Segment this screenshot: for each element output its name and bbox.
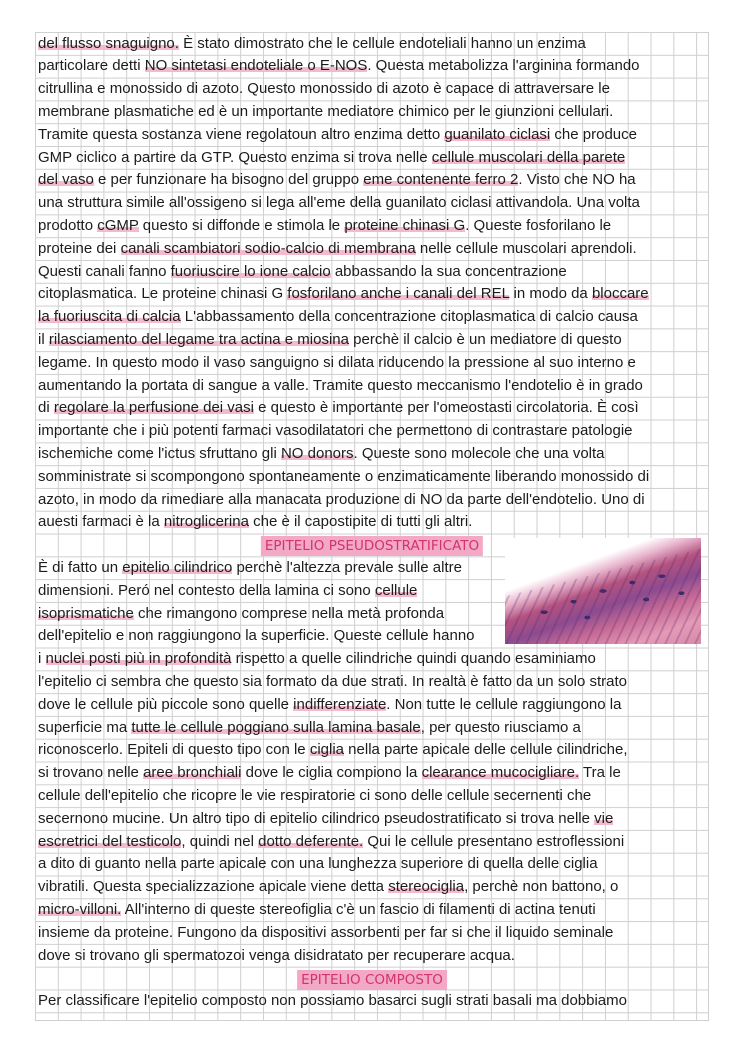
text-line: [38, 375, 643, 398]
text-line: [38, 124, 637, 147]
highlighted-text: rilasciamento del legame tra actina e miosina: [48, 331, 349, 348]
text-segment: cellule dell'epitelio che ricopre le vie respiratorie ci sono delle cellule secernenti che: [38, 787, 592, 804]
text-line: [38, 945, 515, 968]
heading-epitelio-composto: EPITELIO COMPOSTO: [297, 970, 447, 990]
highlighted-text: dotto deferente.: [258, 832, 364, 850]
text-segment: l'epitelio ci sembra che questo sia formato da due strati. In realtà è fatto da un solo strato: [38, 673, 628, 690]
text-segment: prodotto: [38, 217, 98, 234]
highlighted-text: tutte le cellule poggiano sulla lamina basale: [131, 718, 421, 736]
text-segment: rispetto a quelle cilindriche quindi quando esaminiamo: [231, 650, 596, 668]
highlighted-text: canali scambiatori sodio-calcio di membrana: [120, 239, 416, 257]
text-segment: importante che i più potenti farmaci vasodilatatori che permettono di contrastare patologie: [38, 422, 633, 440]
text-line: [38, 169, 636, 192]
text-line: [38, 876, 618, 899]
highlighted-text: nuclei posti più in profondità: [45, 650, 232, 668]
text-segment: riconoscerlo. Epiteli di questo tipo con le: [38, 741, 310, 759]
text-segment: citoplasmatica. Le proteine chinasi G: [38, 285, 288, 303]
text-segment: vibratili. Questa specializzazione apicale viene detta: [38, 878, 389, 896]
text-segment: una struttura simile all'ossigeno si lega all'eme della guanilato ciclasi attivandola. Una volta: [38, 194, 640, 212]
text-line: [38, 55, 640, 78]
highlighted-text: eme contenente ferro 2: [363, 171, 519, 189]
text-line: [38, 785, 591, 808]
text-segment: Tramite questa sostanza viene regolatoun altro enzima detto: [38, 125, 445, 143]
text-line: [38, 329, 622, 352]
text-segment: si trovano nelle: [38, 764, 144, 782]
text-segment: . Queste sono molecole che una volta: [353, 445, 605, 462]
text-line: [38, 603, 444, 626]
text-segment: dell'epitelio e non raggiungono la superficie. Queste cellule hanno: [38, 627, 475, 645]
text-segment: dove le cellule più piccole sono quelle: [38, 695, 294, 713]
highlighted-text: cellule: [374, 581, 418, 599]
text-segment: abbassando la sua concentrazione: [330, 262, 567, 280]
text-segment: . Visto che NO ha: [518, 171, 636, 189]
text-segment: L'abbassamento della concentrazione citoplasmatica di calcio causa: [180, 308, 638, 326]
text-line: [38, 671, 627, 694]
text-line: [38, 420, 633, 443]
text-segment: somministrate si scompongono spontaneamente o enzimaticamente liberando monossido di: [38, 467, 650, 485]
text-segment: dimensioni. Peró nel contesto della lamina ci sono: [38, 581, 375, 599]
text-segment: che produce: [550, 125, 637, 143]
highlighted-text: nitroglicerina: [163, 513, 249, 531]
text-segment: superficie ma: [38, 718, 132, 736]
text-line: [38, 78, 610, 101]
highlighted-text: isoprismatiche: [38, 604, 134, 622]
highlighted-text: NO donors: [280, 445, 354, 462]
histology-image: [505, 538, 701, 644]
text-segment: auesti farmaci è la: [38, 513, 164, 531]
text-line: [38, 238, 637, 261]
highlighted-text: indifferenziate: [293, 695, 387, 713]
text-segment: in modo da: [509, 285, 592, 303]
text-segment: e questo è importante per l'omeostasti circolatoria. È così: [253, 399, 639, 417]
text-segment: nella parte apicale delle cellule cilindriche,: [344, 741, 628, 759]
text-line: [38, 853, 598, 876]
text-segment: i: [38, 650, 46, 668]
text-segment: dove si trovano gli spermatozoi venga disidratato per recuperare acqua.: [38, 946, 515, 964]
text-segment: secernono mucine. Un altro tipo di epitelio cilindrico pseudostratificato si trova nelle: [38, 809, 595, 827]
text-line: [38, 694, 621, 717]
highlighted-text: la fuoriuscita di calcia: [38, 308, 181, 326]
text-line: [38, 489, 645, 512]
text-line: [38, 922, 613, 945]
heading-epitelio-pseudostratificato: EPITELIO PSEUDOSTRATIFICATO: [261, 536, 483, 556]
text-segment: GMP ciclico a partire da GTP. Questo enzima si trova nelle: [38, 148, 432, 166]
highlighted-text: ciglia: [309, 741, 345, 759]
highlighted-text: regolare la perfusione dei vasi: [53, 399, 254, 417]
text-segment: azoto, in modo da rimediare alla manacata produzione di NO da parte dell'endotelio. Uno di: [38, 490, 645, 508]
text-line: [38, 147, 625, 170]
highlighted-text: cGMP: [97, 217, 139, 234]
text-segment: aumentando la portata di sangue a valle. Tramite questo meccanismo l'endotelio è in grado: [38, 376, 643, 394]
text-segment: di: [38, 399, 54, 417]
text-segment: Qui le cellule presentano estroflessioni: [363, 832, 625, 850]
text-segment: che rimangono comprese nella metà profonda: [133, 604, 445, 622]
highlighted-text: epitelio cilindrico: [122, 559, 233, 576]
highlighted-text: del flusso snaguigno.: [38, 34, 179, 52]
text-segment: ischemiche come l'ictus sfruttano gli: [38, 445, 281, 462]
text-segment: proteine dei: [38, 239, 121, 257]
text-line: [38, 648, 596, 671]
text-line: [38, 352, 636, 375]
highlighted-text: fosforilano anche i canali del REL: [287, 285, 510, 303]
text-line: [38, 215, 611, 238]
text-segment: dove le ciglia compiono la: [241, 764, 422, 782]
text-segment: È di fatto un: [38, 559, 123, 576]
text-segment: . Queste fosforilano le: [465, 217, 612, 234]
text-segment: legame. In questo modo il vaso sanguigno si dilata riducendo la pressione al suo interno e: [38, 353, 636, 371]
text-line: [38, 306, 638, 329]
text-segment: , per questo riusciamo a: [420, 718, 581, 736]
text-line: [38, 717, 581, 740]
highlighted-text: stereociglia: [388, 878, 465, 896]
text-line: [38, 808, 613, 831]
highlighted-text: micro-villoni.: [38, 901, 122, 918]
text-segment: È stato dimostrato che le cellule endoteliali hanno un enzima: [178, 34, 586, 52]
text-line: [38, 625, 475, 648]
text-segment: , perchè non battono, o: [464, 878, 619, 896]
text-segment: nelle cellule muscolari aprendoli.: [415, 239, 637, 257]
highlighted-text: bloccare: [591, 285, 649, 303]
text-line: [38, 397, 639, 420]
text-line: [38, 192, 640, 215]
highlighted-text: proteine chinasi G: [344, 217, 466, 234]
text-segment: membrane plasmatiche ed è un importante mediatore chimico per le giunzioni cellulari.: [38, 103, 614, 120]
highlighted-text: vie: [594, 809, 614, 827]
text-segment: Per classificare l'epitelio composto non possiamo basarci sugli strati basali ma dobbiamo: [38, 992, 627, 1010]
text-segment: insieme da proteine. Fungono da dispositivi assorbenti per far si che il liquido seminale: [38, 923, 614, 941]
highlighted-text: guanilato ciclasi: [444, 125, 551, 143]
highlighted-text: NO sintetasi endoteliale o E-NOS: [144, 57, 368, 75]
text-line: [38, 443, 605, 466]
text-line: [38, 831, 624, 854]
text-line: [38, 990, 627, 1013]
highlighted-text: aree bronchiali: [143, 764, 242, 782]
text-segment: citrullina e monossido di azoto. Questo monossido di azoto è capace di attraversare le: [38, 80, 610, 98]
text-line: [38, 739, 628, 762]
text-line: [38, 557, 462, 580]
highlighted-text: clearance mucocigliare.: [421, 764, 580, 782]
text-segment: particolare detti: [38, 57, 145, 75]
text-line: [38, 762, 621, 785]
highlighted-text: escretrici del testicolo: [38, 832, 182, 850]
text-line: [38, 511, 472, 534]
text-line: [38, 33, 586, 56]
text-segment: , quindi nel: [181, 832, 259, 850]
text-line: [38, 466, 649, 489]
text-segment: . Non tutte le cellule raggiungono la: [386, 695, 622, 713]
text-line: [38, 101, 613, 124]
text-segment: e per funzionare ha bisogno del gruppo: [93, 171, 364, 189]
text-segment: Questi canali fanno: [38, 262, 171, 280]
highlighted-text: del vaso: [38, 171, 94, 189]
text-segment: questo si diffonde e stimola le: [138, 217, 345, 234]
text-line: [38, 283, 649, 306]
text-line: [38, 899, 596, 922]
text-segment: a dito di guanto nella parte apicale con una lunghezza superiore di quella delle ciglia: [38, 855, 598, 873]
text-segment: perchè l'altezza prevale sulle altre: [232, 559, 462, 576]
text-segment: che è il capostipite di tutti gli altri.: [248, 513, 473, 531]
text-segment: . Questa metabolizza l'arginina formando: [367, 57, 640, 75]
text-segment: perchè il calcio è un mediatore di questo: [349, 331, 622, 348]
text-segment: Tra le: [579, 764, 621, 782]
text-segment: All'interno di queste stereofiglia c'è un fascio di filamenti di actina tenuti: [121, 901, 596, 918]
text-line: [38, 261, 567, 284]
highlighted-text: fuoriuscire lo ione calcio: [170, 262, 331, 280]
text-line: [38, 580, 417, 603]
highlighted-text: cellule muscolari della parete: [431, 148, 626, 166]
text-segment: il: [38, 331, 49, 348]
